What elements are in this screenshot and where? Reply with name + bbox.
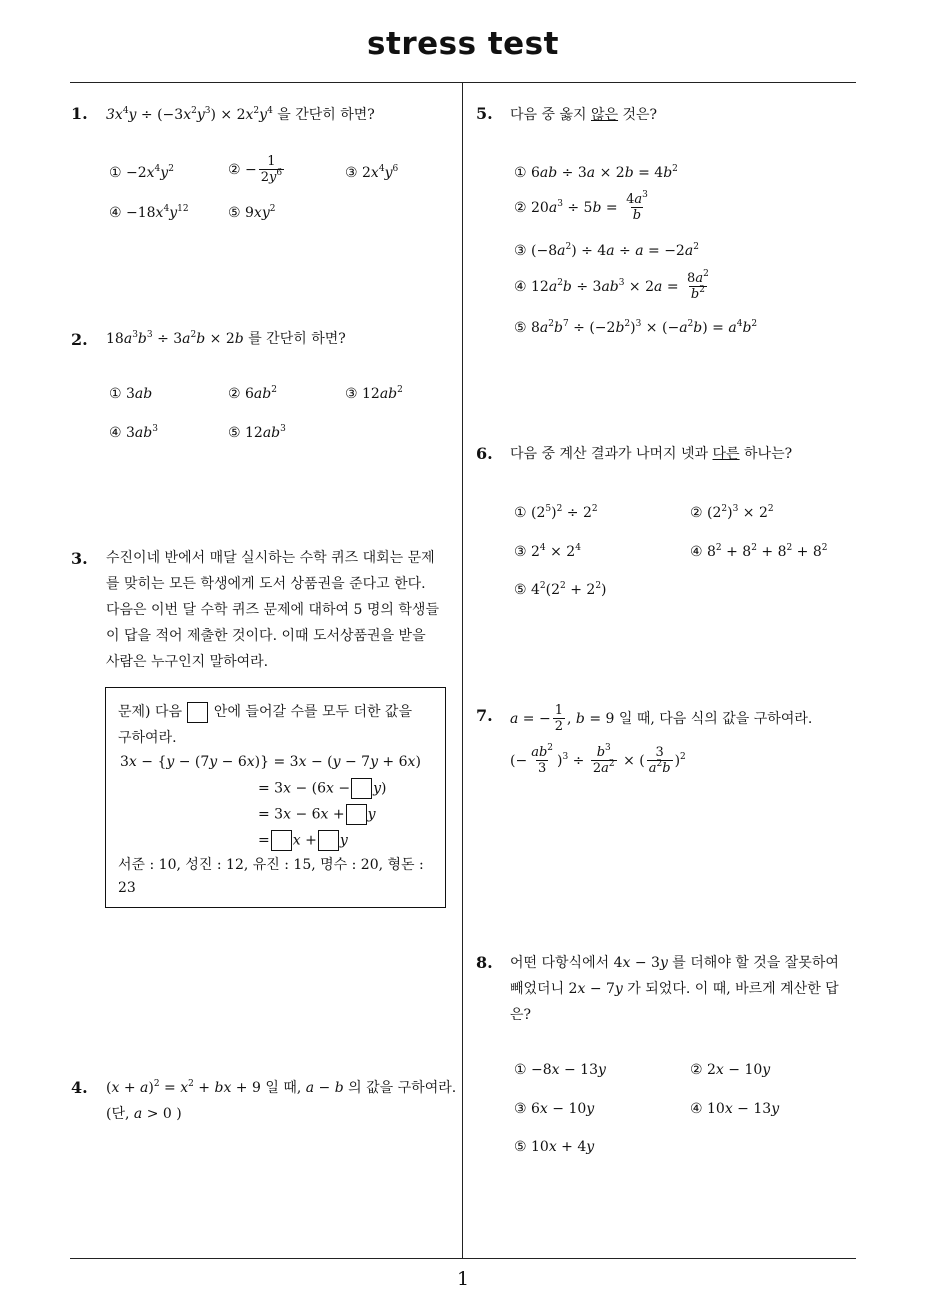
option-4[interactable]: ④ $8^2 + 8^2 + 8^2 + 8^2$: [690, 543, 828, 560]
equation-line-3: = 3x − 6x + y: [258, 804, 376, 825]
option-3[interactable]: ③ $2^4 \times 2^4$: [514, 543, 581, 560]
question-text: 다음 중 옳지 않은 것은?: [510, 107, 658, 123]
option-2[interactable]: ② $6ab^2$: [228, 385, 277, 402]
question-number: 6.: [476, 444, 493, 463]
problem-box: [105, 687, 446, 908]
blank-box: [318, 830, 339, 851]
expression: (− $\frac{ab^2}{3}$ )$^3$ ÷ $\frac{b^3}{2a^2}$ × ( $\frac{3}{a^2b}$ )$^2$: [510, 743, 686, 776]
question-number: 3.: [71, 549, 88, 568]
underlined-word: 다른: [712, 446, 740, 462]
text-line: 은?: [510, 1007, 532, 1023]
equation-line-1: 3x − {y − (7y − 6x)} = 3x − (y − 7y + 6x): [120, 754, 421, 770]
option-1[interactable]: ① 3ab: [109, 386, 153, 402]
option-1[interactable]: ① $6ab \div 3a \times 2b = 4b^2$: [514, 164, 678, 181]
box-instruction-2: 구하여라.: [118, 730, 177, 746]
option-3[interactable]: ③ $12ab^2$: [345, 385, 403, 402]
question-number: 1.: [71, 104, 88, 123]
option-4[interactable]: ④ $12a^2b \div 3ab^3 \times 2a$ = $\frac{8a^2}{b^2}$: [514, 269, 709, 302]
option-1[interactable]: ① $-2x^4y^2$: [109, 164, 174, 181]
option-5[interactable]: ⑤ $4^2(2^2 + 2^2)$: [514, 581, 607, 598]
blank-box: [271, 830, 292, 851]
text-line: 수진이네 반에서 매달 실시하는 수학 퀴즈 대회는 문제: [106, 550, 435, 566]
option-5[interactable]: ⑤ $8a^2b^7 \div (-2b^2)^3 \times (-a^2b) = a^4b^2$: [514, 319, 758, 336]
student-answers-2: 23: [118, 880, 136, 896]
text-line: 다음은 이번 달 수학 퀴즈 문제에 대하여 5 명의 학생들: [106, 602, 439, 618]
question-text: 다음 중 계산 결과가 나머지 넷과 다른 하나는?: [510, 446, 793, 462]
option-4[interactable]: ④ $-18x^4y^{12}$: [109, 204, 189, 221]
text-line: (단, a > 0 ): [106, 1106, 182, 1122]
question-text: $3x^4y \div (-3x^2y^3) \times 2x^2y^4$ 을 간단히 하면?: [106, 106, 375, 123]
question-number: 5.: [476, 104, 493, 123]
page-number: 1: [456, 1268, 470, 1290]
text-line: 어떤 다항식에서 4x − 3y 를 더해야 할 것을 잘못하여: [510, 955, 839, 971]
column-divider: [462, 83, 463, 1258]
option-3[interactable]: ③ $(-8a^2) \div 4a \div a = -2a^2$: [514, 242, 699, 259]
footer-rule: [70, 1258, 856, 1259]
option-3[interactable]: ③ 6x − 10y: [514, 1101, 595, 1117]
question-number: 8.: [476, 953, 493, 972]
question-text: [106, 1075, 456, 1127]
student-answers: 서준 : 10, 성진 : 12, 유진 : 15, 명수 : 20, 형돈 :: [118, 857, 424, 873]
option-4[interactable]: ④ $3ab^3$: [109, 424, 158, 441]
option-2[interactable]: ② $20a^3 \div 5b$ = $\frac{4a^3}{b}$: [514, 190, 648, 223]
text-line: $(x + a)^2 = x^2$ + bx + 9 일 때, a − b 의 값을 구하여라.: [106, 1079, 457, 1096]
underlined-word: 않은: [590, 107, 619, 123]
box-instruction: 문제) 다음 안에 들어갈 수를 모두 더한 값을: [118, 701, 412, 723]
blank-box: [351, 778, 372, 799]
equation-line-4: = x + y: [258, 830, 348, 851]
question-text: a = − $\frac{1}{2}$ , b = 9 일 때, 다음 식의 값을 구하여라.: [510, 703, 813, 734]
text-line: 이 답을 적어 제출한 것이다. 이때 도서상품권을 받을: [106, 628, 426, 644]
option-5[interactable]: ⑤ $9xy^2$: [228, 204, 276, 221]
question-text: $18a^3b^3 \div 3a^2b \times 2b$ 를 간단히 하면?: [106, 330, 346, 347]
question-number: 4.: [71, 1078, 88, 1097]
header-rule: [70, 82, 856, 83]
option-4[interactable]: ④ 10x − 13y: [690, 1101, 780, 1117]
blank-box: [346, 804, 367, 825]
text-line: 를 맞히는 모든 학생에게 도서 상품권을 준다고 한다.: [106, 576, 426, 592]
question-text: [510, 950, 860, 1028]
option-2[interactable]: ② $(2^2)^3 \times 2^2$: [690, 504, 774, 521]
text-line: 빼었더니 2x − 7y 가 되었다. 이 때, 바르게 계산한 답: [510, 981, 839, 997]
option-3[interactable]: ③ $2x^4y^6$: [345, 164, 399, 181]
text-line: 사람은 누구인지 말하여라.: [106, 654, 269, 670]
question-text: [106, 545, 456, 675]
option-2[interactable]: ② − $\frac{1}{2y^6}$: [228, 154, 283, 185]
option-2[interactable]: ② 2x − 10y: [690, 1062, 771, 1078]
question-number: 7.: [476, 706, 493, 725]
page-title: stress test: [367, 26, 559, 62]
equation-line-2: = 3x − (6x − y): [258, 778, 386, 799]
option-5[interactable]: ⑤ $12ab^3$: [228, 424, 286, 441]
blank-box: [187, 702, 208, 723]
question-number: 2.: [71, 330, 88, 349]
option-5[interactable]: ⑤ 10x + 4y: [514, 1139, 595, 1155]
option-1[interactable]: ① −8x − 13y: [514, 1062, 606, 1078]
option-1[interactable]: ① $(2^5)^2 \div 2^2$: [514, 504, 598, 521]
